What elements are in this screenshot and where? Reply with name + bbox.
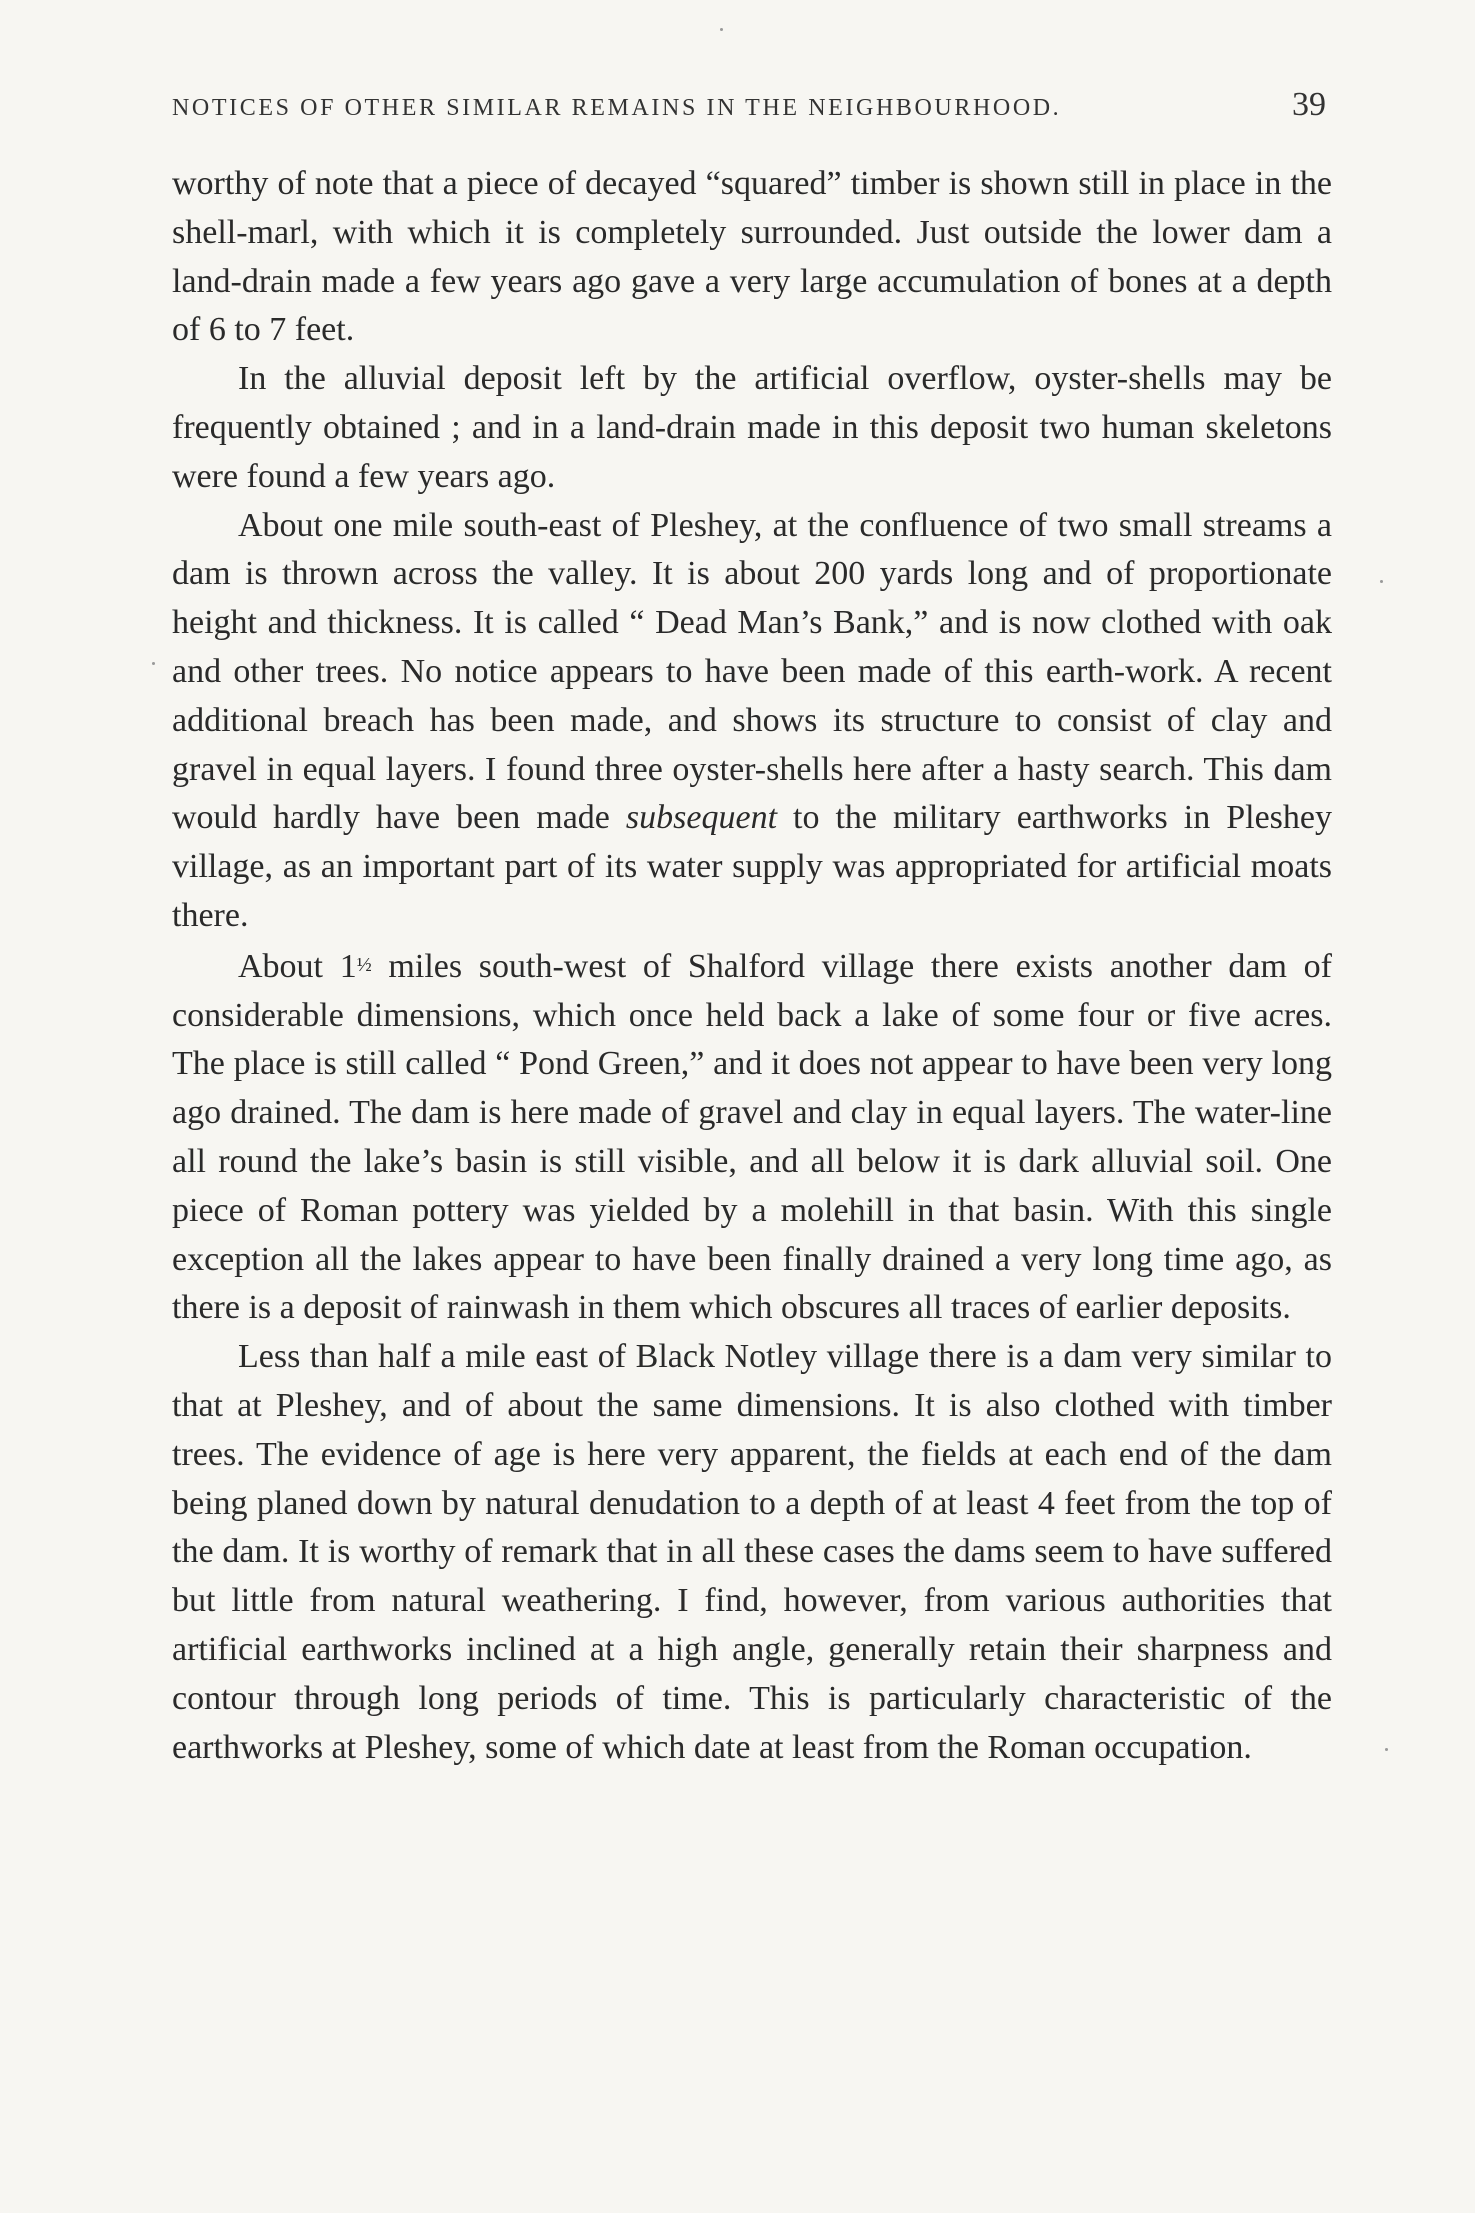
paper-speck bbox=[1385, 1748, 1388, 1751]
paragraph-dead-mans-bank bbox=[172, 502, 1332, 941]
fraction-half: ½ bbox=[356, 953, 372, 976]
paragraph-continued: worthy of note that a piece of decayed “squared” timber is shown still in place in the shell-marl, with which it is completely surrounded. Just outside the lower dam a land-drain made a few years ago gave a very large accumulation of bones at a depth of 6 to 7 feet. bbox=[172, 165, 1332, 349]
paper-speck bbox=[1380, 580, 1383, 583]
page-number: 39 bbox=[1292, 86, 1326, 123]
running-head bbox=[172, 86, 1332, 130]
paragraph-pond-green bbox=[172, 941, 1332, 1333]
paragraph-text-segment: to the military earthworks in Pleshey village, as an important part of its water supply was appropriated for artificial moats there. bbox=[172, 799, 1332, 934]
paragraph-black-notley: Less than half a mile east of Black Notley village there is a dam very similar to that at Pleshey, and of about the same dimensions. It is also clothed with timber trees. The evidence of age is here very apparent, the fields at each end of the dam being planed down by natural denudation to a depth of at least 4 feet from the top of the dam. It is worthy of remark that in all these cases the dams seem to have suffered but little from natural weathering. I find, however, from various authorities that artificial earthworks inclined at a high angle, generally retain their sharpness and contour through long periods of time. This is particularly characteristic of the earthworks at Pleshey, some of which date at least from the Roman occupation. bbox=[172, 1338, 1332, 1766]
book-page bbox=[172, 0, 1332, 2213]
paragraph-alluvial-deposit: In the alluvial deposit left by the artificial overflow, oyster-shells may be frequently obtained ; and in a land-drain made in this deposit two human skeletons were found a few years ago. bbox=[172, 360, 1332, 495]
paragraph-text-segment: About one mile south-east of Pleshey, at the confluence of two small streams a dam is thrown across the valley. It is about 200 yards long and of proportionate height and thickness. It is called “ Dead Man’s Bank,” and is now clothed with oak and other trees. No notice appears to have been made of this earth-work. A recent additional breach has been made, and shows its structure to consist of clay and gravel in equal layers. I found three oyster-shells here after a hasty search. This dam would hardly have been made bbox=[172, 506, 1332, 837]
paragraph-text-segment: About 1 bbox=[238, 947, 357, 985]
running-title: NOTICES OF OTHER SIMILAR REMAINS IN THE NEIGHBOURHOOD. bbox=[172, 95, 1062, 121]
paragraph-text-segment: miles south-west of Shalford village there exists another dam of considerable dimensions, which once held back a lake of some four or five acres. The place is still called “ Pond Green,” and it does not appear to have been very long ago drained. The dam is here made of gravel and clay in equal layers. The water-line all round the lake’s basin is still visible, and all below it is dark alluvial soil. One piece of Roman pottery was yielded by a molehill in that basin. With this single exception all the lakes appear to have been finally drained a very long time ago, as there is a deposit of rainwash in them which obscures all traces of earlier deposits. bbox=[172, 947, 1333, 1327]
paper-speck bbox=[152, 662, 155, 665]
emphasized-word: subsequent bbox=[625, 799, 778, 837]
paper-speck bbox=[720, 28, 723, 31]
body-text bbox=[172, 160, 1332, 1772]
